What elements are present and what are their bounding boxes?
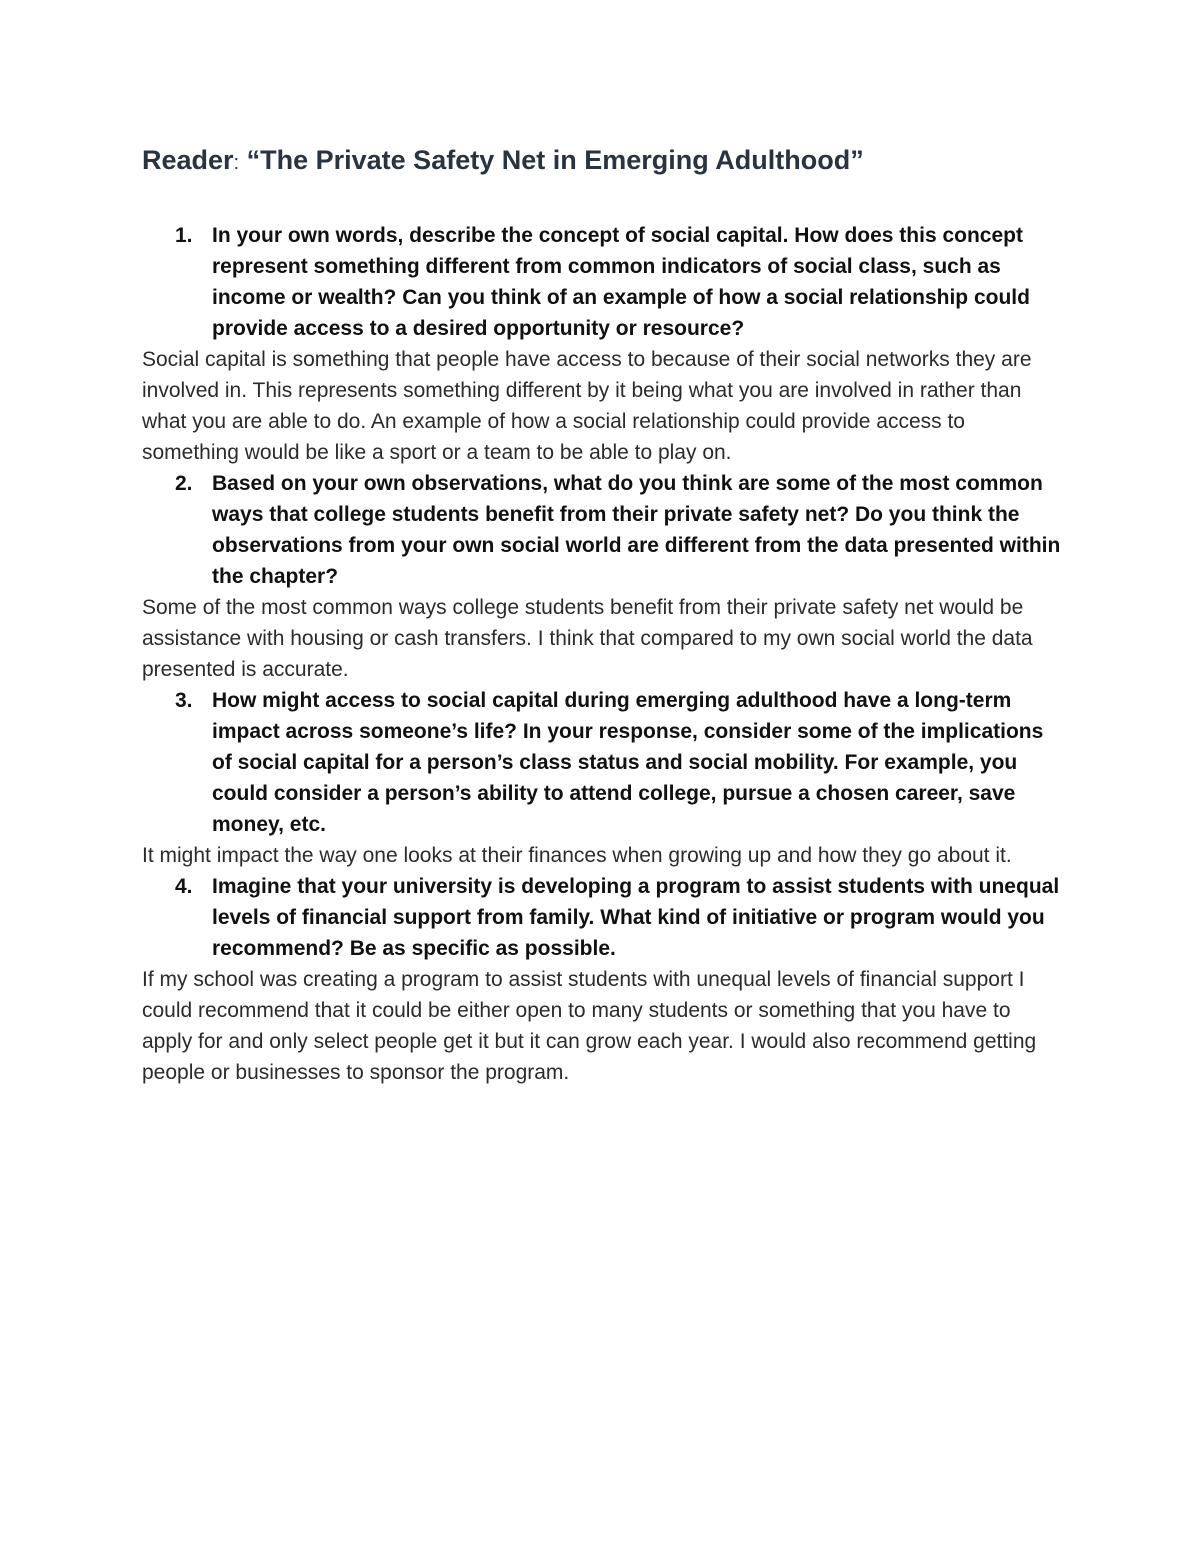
question-1 [142,220,1062,344]
question-text-4: Imagine that your university is developing a program to assist students with unequal levels of financial support from family. What kind of initiative or program would you recommend? Be as specific as possible. [212,875,1060,960]
answer-2: Some of the most common ways college students benefit from their private safety net would be assistance with housing or cash transfers. I think that compared to my own social world the data presented is accurate. [142,596,1033,681]
question-item-1 [142,220,1062,468]
question-number-3: 3. [175,689,193,712]
document-title [142,140,1062,183]
answer-3: It might impact the way one looks at their finances when growing up and how they go about it. [142,844,1012,867]
question-number-2: 2. [175,472,193,495]
document-page [142,140,1062,1088]
question-2 [142,468,1062,592]
question-number-4: 4. [175,875,193,898]
question-text-2: Based on your own observations, what do you think are some of the most common ways that college students benefit from their private safety net? Do you think the observations from your own social world are different from the data presented within the chapter? [212,472,1061,588]
question-text-1: In your own words, describe the concept of social capital. How does this concept represent something different from common indicators of social class, such as income or wealth? Can you think of an example of how a social relationship could provide access to a desired opportunity or resource? [212,224,1030,340]
title-label: Reader [142,145,234,175]
question-text-3: How might access to social capital during emerging adulthood have a long-term impact across someone’s life? In your response, consider some of the implications of social capital for a person’s class status and social mobility. For example, you could consider a person’s ability to attend college, pursue a chosen career, save money, etc. [212,689,1044,836]
title-colon: : [233,152,240,174]
question-4 [142,871,1062,964]
question-number-1: 1. [175,224,193,247]
answer-1: Social capital is something that people have access to because of their social networks they are involved in. This represents something different by it being what you are involved in rather than what you are able to do. An example of how a social relationship could provide access to something would be like a sport or a team to be able to play on. [142,348,1032,464]
question-item-3 [142,685,1062,871]
question-item-2 [142,468,1062,685]
question-item-4 [142,871,1062,1088]
answer-4: If my school was creating a program to assist students with unequal levels of financial support I could recommend that it could be either open to many students or something that you have to apply for and only select people get it but it can grow each year. I would also recommend getting people or businesses to sponsor the program. [142,968,1037,1084]
title-reading-name: “The Private Safety Net in Emerging Adulthood” [246,145,864,175]
question-3 [142,685,1062,840]
